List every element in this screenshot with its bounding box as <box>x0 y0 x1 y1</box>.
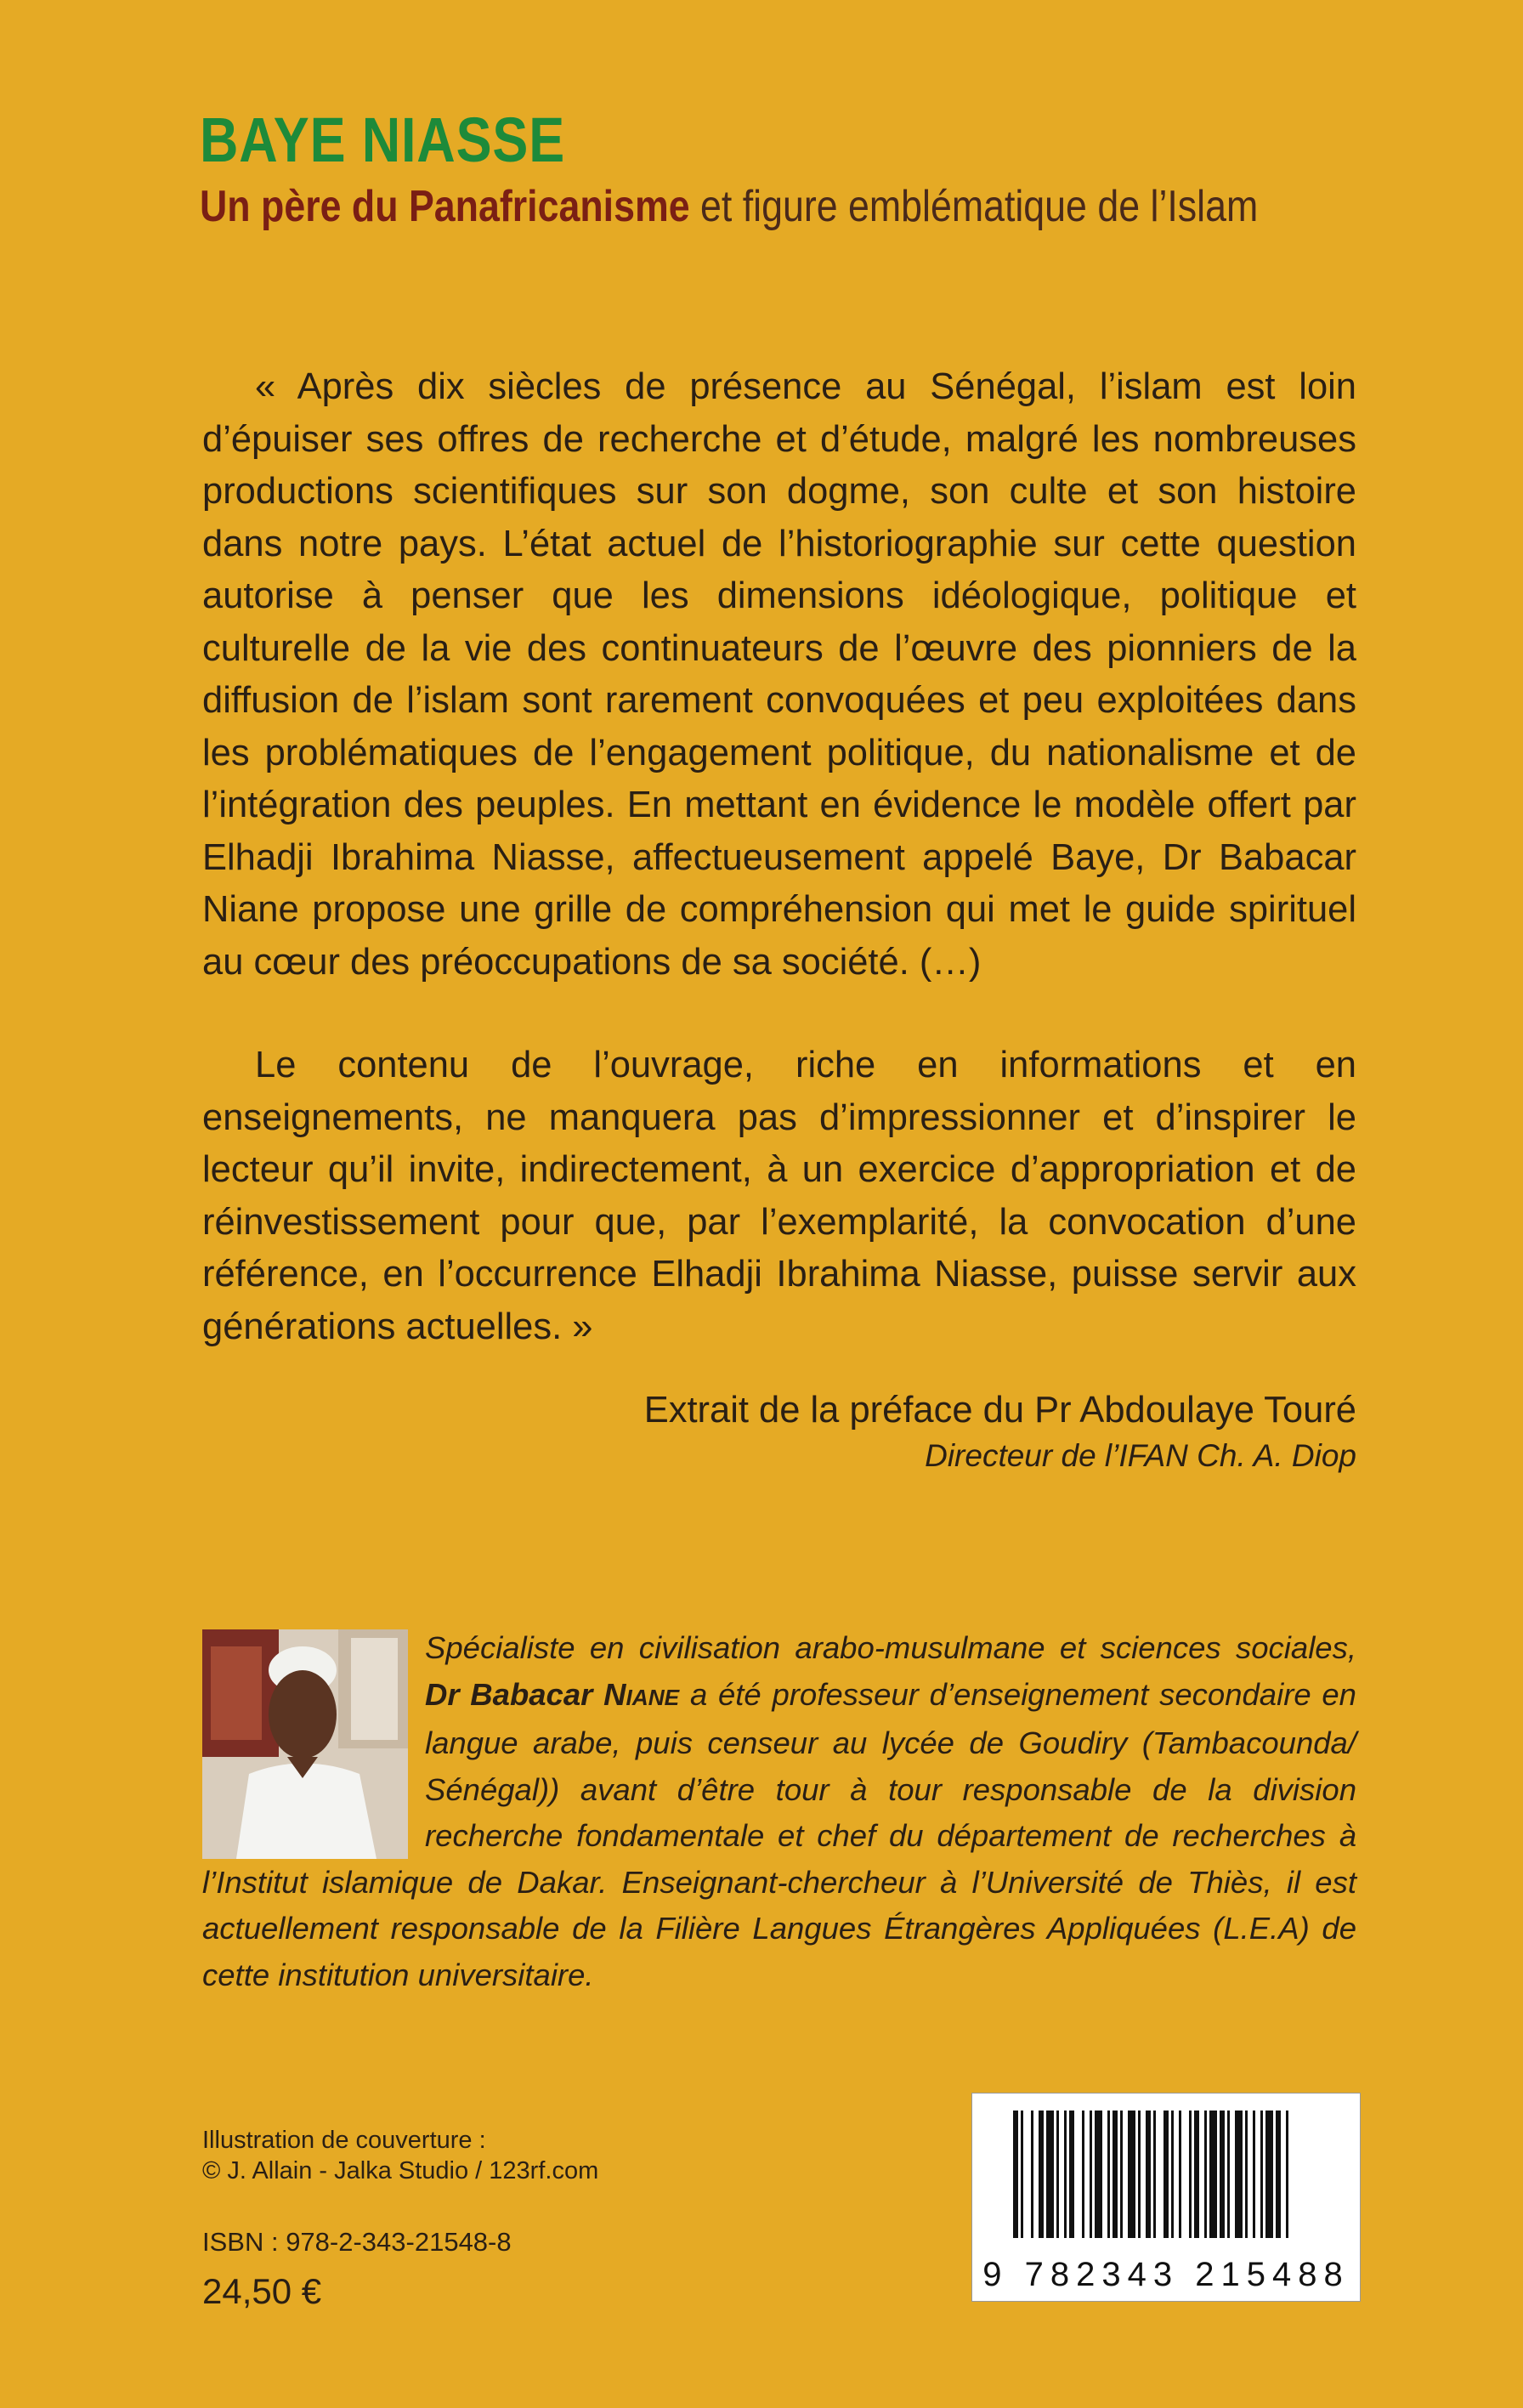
barcode-bar <box>1286 2111 1288 2238</box>
barcode-bar <box>1179 2111 1181 2238</box>
barcode-bar <box>1039 2111 1044 2238</box>
barcode-bar <box>1227 2111 1230 2238</box>
barcode-bar <box>1163 2111 1169 2238</box>
barcode-bar <box>1107 2111 1110 2238</box>
attribution-title: Directeur de l’IFAN Ch. A. Diop <box>925 1438 1356 1473</box>
barcode-bar <box>1021 2111 1023 2238</box>
barcode-bar <box>1046 2111 1054 2238</box>
price: 24,50 € <box>202 2271 322 2311</box>
barcode-bar <box>1056 2111 1059 2238</box>
subtitle-rest: et figure emblématique de l’Islam <box>689 182 1259 231</box>
bio-intro: Spécialiste en civilisation arabo-musulmane et sciences sociales, <box>425 1630 1356 1665</box>
barcode <box>971 2093 1361 2302</box>
barcode-bar <box>1064 2111 1067 2238</box>
attribution-source: Extrait de la préface du Pr Abdoulaye Touré <box>643 1390 1356 1431</box>
barcode-bar <box>1253 2111 1255 2238</box>
barcode-bar <box>1120 2111 1123 2238</box>
barcode-bar <box>1113 2111 1118 2238</box>
photo-spacer <box>202 1625 425 1858</box>
quote-paragraph-1: « Après dix siècles de présence au Sénégal, l’islam est loin d’épuiser ses offres de recherche et d’étude, malgré les nombreuses productions scientifiques sur son dogme, son culte et son histoire dans notre pays. L’état actuel de l’historiographie sur cette question autorise à penser que les dimensions idéologique, politique et culturelle de la vie des continuateurs de l’œuvre des pionniers de la diffusion de l’islam sont rarement convoquées et peu exploitées dans les problématiques de l’engagement politique, du nationalisme et de l’intégration des peuples. En mettant en évidence le modèle offert par Elhadji Ibrahima Niasse, affectueusement appelé Baye, Dr Babacar Niane propose une grille de compréhension qui met le guide spirituel au cœur des préoccupations de sa société. (…) <box>202 366 1356 983</box>
barcode-bar <box>1209 2111 1217 2238</box>
book-title: BAYE NIASSE <box>200 105 565 175</box>
barcode-bar <box>1082 2111 1084 2238</box>
barcode-bar <box>1013 2111 1018 2238</box>
author-name: Dr Babacar NIANE <box>425 1676 680 1712</box>
barcode-digits: 9 782343 215488 <box>982 2256 1350 2293</box>
barcode-bar <box>1138 2111 1141 2238</box>
credits-label: Illustration de couverture : <box>202 2127 486 2154</box>
author-bio <box>202 1625 1356 1998</box>
barcode-bar <box>1146 2111 1151 2238</box>
barcode-bar <box>1069 2111 1074 2238</box>
barcode-bar <box>1245 2111 1248 2238</box>
barcode-bar <box>1265 2111 1273 2238</box>
barcode-bar <box>1204 2111 1207 2238</box>
isbn: ISBN : 978-2-343-21548-8 <box>202 2227 512 2257</box>
barcode-bar <box>1260 2111 1263 2238</box>
credits-source: © J. Allain - Jalka Studio / 123rf.com <box>202 2157 599 2184</box>
bio-body: a été professeur d’enseignement secondaire en langue arabe, puis censeur au lycée de Goudiry (Tambacounda/ Sénégal)) avant d’être tour à tour responsable de la division recherche fondamentale et chef du département de recherches à l’Institut islamique de Dakar. Enseignant-chercheur à l’Université de Thiès, il est actuellement responsable de la Filière Langues Étrangères Appliquées (L.E.A) de cette institution universitaire. <box>202 1676 1356 1992</box>
barcode-bar <box>1095 2111 1102 2238</box>
quote-paragraph-2: Le contenu de l’ouvrage, riche en informations et en enseignements, ne manquera pas d’impressionner et d’inspirer le lecteur qu’il invite, indirectement, à un exercice d’appropriation et de réinvestissement pour que, par l’exemplarité, la convocation d’une référence, en l’occurrence Elhadji Ibrahima Niasse, puisse servir aux générations actuelles. » <box>202 1045 1356 1347</box>
book-subtitle <box>200 183 1258 231</box>
barcode-bar <box>1276 2111 1281 2238</box>
barcode-bar <box>1153 2111 1156 2238</box>
barcode-bar <box>1189 2111 1192 2238</box>
quote-attribution <box>644 1385 1356 1477</box>
cover-credits <box>202 2125 598 2186</box>
barcode-bar <box>1194 2111 1199 2238</box>
barcode-bar <box>1090 2111 1092 2238</box>
subtitle-strong: Un père du Panafricanisme <box>200 182 690 231</box>
preface-quote <box>202 361 1356 1353</box>
barcode-bar <box>1171 2111 1174 2238</box>
barcode-bar <box>1220 2111 1225 2238</box>
barcode-bar <box>1128 2111 1135 2238</box>
barcode-bar <box>1031 2111 1033 2238</box>
barcode-bar <box>1235 2111 1243 2238</box>
